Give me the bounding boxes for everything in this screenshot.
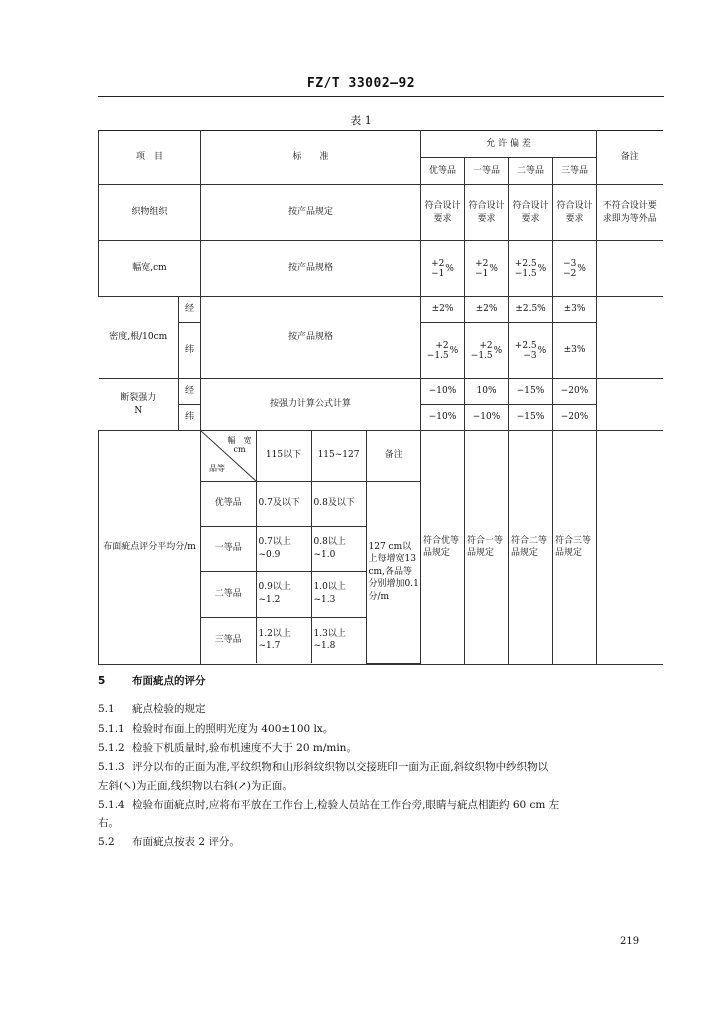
section-5-1-3: 5.1.3 评分以布的正面为准,平纹织物和山形斜纹织物以交接班印一面为正面,斜纹织物中纱织物以 [98, 761, 549, 773]
defect-score-b: 0.8及以下 [311, 481, 366, 526]
density-remark [597, 297, 663, 379]
stacked-tolerance [515, 260, 546, 279]
section-5-heading: 5 布面疵点的评分 [98, 675, 206, 687]
strength-remark [597, 379, 663, 431]
width-value [465, 241, 509, 297]
defects-remark-header: 备注 [366, 431, 421, 481]
fabric-value: 符合设计要求 [553, 185, 597, 241]
row-label-fabric: 织物组织 [99, 185, 201, 241]
stacked-tolerance [515, 342, 546, 361]
defect-score-b: 1.3以上~1.8 [311, 617, 366, 663]
width-value [553, 241, 597, 297]
tolerance-upper: +2 [431, 259, 445, 270]
section-5-1-2: 5.1.2 检验下机质量时,验布机速度不大于 20 m/min。 [98, 742, 357, 754]
width-col-b: 115~127 [311, 431, 366, 481]
section-5-1: 5.1 疵点检验的规定 [98, 703, 206, 715]
density-warp-value: ±2% [465, 297, 509, 323]
tolerance-lower: −3 [523, 350, 537, 361]
tolerance-upper: +2 [435, 341, 449, 352]
corner-unit-label: cm [233, 444, 246, 454]
fabric-value: 符合设计要求 [509, 185, 553, 241]
defects-remark-empty [597, 431, 663, 665]
density-weft-value [421, 323, 465, 379]
defect-grade-name: 一等品 [201, 526, 256, 571]
tolerance-lower: −1 [475, 268, 489, 279]
tolerance-unit: % [577, 264, 586, 275]
diagonal-header-cell [201, 431, 256, 481]
defect-score-a: 0.7及以下 [256, 481, 311, 526]
warp-label: 经 [179, 379, 201, 405]
defect-grade-name: 优等品 [201, 481, 256, 526]
strength-weft-value: −10% [421, 405, 465, 431]
header-standard: 标 准 [201, 131, 421, 185]
density-weft-value: ±3% [553, 323, 597, 379]
tolerance-unit: % [493, 346, 503, 357]
standard-width: 按产品规格 [201, 241, 421, 297]
fabric-value: 符合设计要求 [465, 185, 509, 241]
tolerance-lower: −1 [431, 268, 445, 279]
tolerance-upper: +2 [475, 259, 489, 270]
header-item: 项 目 [99, 131, 201, 185]
header-rule [98, 96, 664, 97]
tolerance-unit: % [449, 346, 459, 357]
stacked-tolerance [475, 260, 498, 279]
fabric-remark: 不符合设计要求即为等外品 [597, 185, 663, 241]
strength-label: 断裂强力 [120, 392, 157, 403]
width-remark [597, 241, 663, 297]
row-label-strength [99, 379, 179, 431]
defects-value: 符合优等品规定 [421, 431, 465, 665]
defect-grade-name: 三等品 [201, 617, 256, 663]
grade-header: 二等品 [509, 158, 553, 185]
density-warp-value: ±2.5% [509, 297, 553, 323]
standard-table [98, 130, 663, 665]
tolerance-upper: +2.5 [514, 259, 537, 270]
tolerance-upper: +2 [479, 341, 493, 352]
tolerance-unit: % [489, 264, 498, 275]
density-warp-value: ±2% [421, 297, 465, 323]
tolerance-lower: −1.5 [426, 350, 449, 361]
density-weft-value [465, 323, 509, 379]
corner-grade-label: 品等 [209, 464, 226, 474]
grade-header: 三等品 [553, 158, 597, 185]
defect-score-a: 0.7以上~0.9 [256, 526, 311, 571]
defects-subtable [201, 431, 421, 664]
stacked-tolerance [563, 260, 586, 279]
stacked-tolerance [427, 342, 458, 361]
strength-warp-value: 10% [465, 379, 509, 405]
stacked-tolerance [471, 342, 502, 361]
strength-warp-value: −20% [553, 379, 597, 405]
row-label-defects: 布面疵点评分平均分/m [99, 431, 201, 665]
density-warp-value: ±3% [553, 297, 597, 323]
grade-header: 优等品 [421, 158, 465, 185]
tolerance-lower: −1.5 [470, 350, 493, 361]
standard-fabric: 按产品规定 [201, 185, 421, 241]
table-caption: 表 1 [350, 114, 372, 127]
defects-remark: 127 cm以上每增宽13 cm,各品等分别增加0.1分/m [366, 481, 421, 663]
header-tolerance: 允 许 偏 差 [421, 131, 597, 158]
corner-width-label: 幅 宽 [227, 436, 252, 445]
tolerance-unit: % [537, 264, 547, 275]
fabric-value: 符合设计要求 [421, 185, 465, 241]
tolerance-upper: +2.5 [514, 341, 537, 352]
defects-value: 符合二等品规定 [509, 431, 553, 665]
section-5-1-4-cont: 右。 [98, 817, 119, 829]
tolerance-lower: −1.5 [514, 268, 537, 279]
width-value [421, 241, 465, 297]
tolerance-unit: % [537, 346, 547, 357]
density-weft-value [509, 323, 553, 379]
header-remark: 备注 [597, 131, 663, 185]
width-col-a: 115以下 [256, 431, 311, 481]
tolerance-upper: −3 [563, 259, 577, 270]
width-value [509, 241, 553, 297]
page-number: 219 [620, 936, 640, 947]
strength-warp-value: −10% [421, 379, 465, 405]
standard-code-header: FZ/T 33002—92 [306, 76, 416, 91]
row-label-width: 幅宽,cm [99, 241, 201, 297]
row-label-density: 密度,根/10cm [99, 297, 179, 379]
section-5-2: 5.2 布面疵点按表 2 评分。 [98, 836, 240, 848]
strength-weft-value: −10% [465, 405, 509, 431]
defect-score-a: 1.2以上~1.7 [256, 617, 311, 663]
strength-weft-value: −20% [553, 405, 597, 431]
tolerance-unit: % [445, 264, 454, 275]
warp-label: 经 [179, 297, 201, 323]
tolerance-lower: −2 [563, 268, 577, 279]
strength-unit: N [134, 405, 143, 416]
defect-score-b: 0.8以上~1.0 [311, 526, 366, 571]
section-5-1-4: 5.1.4 检验布面疵点时,应将布平放在工作台上,检验人员站在工作台旁,眼睛与疵点相距约 60 cm 左 [98, 799, 560, 811]
section-5-1-1: 5.1.1 检验时布面上的照明光度为 400±100 lx。 [98, 723, 334, 735]
strength-warp-value: −15% [509, 379, 553, 405]
defect-grade-name: 二等品 [201, 571, 256, 617]
standard-density: 按产品规格 [201, 297, 421, 379]
standard-strength: 按强力计算公式计算 [201, 379, 421, 431]
defects-value: 符合一等品规定 [465, 431, 509, 665]
grade-header: 一等品 [465, 158, 509, 185]
strength-weft-value: −15% [509, 405, 553, 431]
defect-score-b: 1.0以上~1.3 [311, 571, 366, 617]
defects-subtable-cell [201, 431, 421, 665]
stacked-tolerance [431, 260, 454, 279]
defect-score-a: 0.9以上~1.2 [256, 571, 311, 617]
section-5-1-3-cont: 左斜(↖)为正面,线织物以右斜(↗)为正面。 [98, 780, 293, 792]
defects-value: 符合三等品规定 [553, 431, 597, 665]
weft-label: 纬 [179, 405, 201, 431]
weft-label: 纬 [179, 323, 201, 379]
